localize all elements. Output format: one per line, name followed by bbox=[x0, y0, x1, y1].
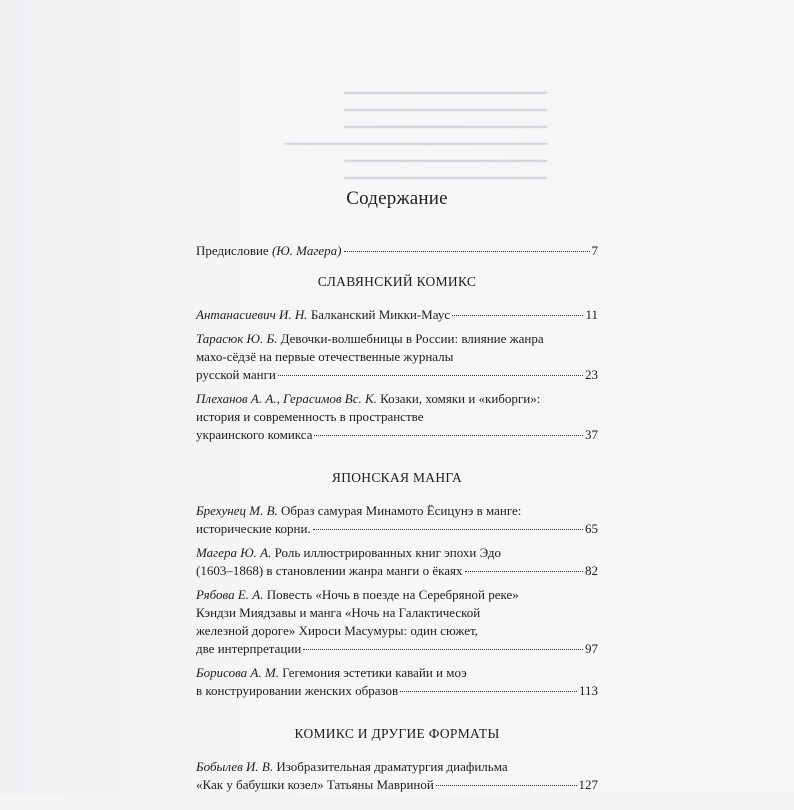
page-number: 7 bbox=[591, 243, 598, 258]
dot-leader bbox=[303, 649, 583, 650]
toc-section bbox=[196, 274, 598, 460]
table-of-contents bbox=[196, 178, 598, 810]
entry-author: Борисова А. М. bbox=[196, 665, 279, 680]
entry-line bbox=[196, 758, 598, 776]
entry-text bbox=[196, 682, 398, 700]
entry-line bbox=[196, 664, 598, 682]
dot-leader bbox=[314, 435, 583, 436]
preface-author: (Ю. Магера) bbox=[271, 243, 342, 258]
entry-title-line: украинского комикса bbox=[196, 427, 313, 442]
dot-leader bbox=[465, 571, 584, 572]
dot-leader bbox=[344, 251, 590, 252]
entry-title-line: железной дороге» Хироси Масумуры: один сюжет, bbox=[196, 623, 478, 638]
entry-title-line: Образ самурая Минамото Ёсицунэ в манге: bbox=[277, 503, 522, 518]
entry-line bbox=[196, 348, 598, 366]
entry-text bbox=[196, 776, 434, 794]
page-number: 11 bbox=[585, 307, 598, 322]
entry-text bbox=[196, 409, 423, 424]
entry-title-line: Козаки, хомяки и «киборги»: bbox=[376, 391, 541, 406]
preface-title: Предисловие bbox=[196, 243, 272, 258]
entry-author: Тарасюк Ю. Б. bbox=[196, 331, 278, 346]
entry-line bbox=[196, 586, 598, 604]
entry-text bbox=[196, 545, 501, 560]
toc-section bbox=[196, 470, 598, 716]
entry-text bbox=[196, 520, 311, 538]
entry-title-line: Гегемония эстетики кавайи и моэ bbox=[278, 665, 467, 680]
dot-leader bbox=[278, 375, 583, 376]
toc-entry bbox=[196, 586, 598, 658]
toc-section bbox=[196, 726, 598, 810]
entry-line bbox=[196, 622, 598, 640]
toc-entry-preface bbox=[196, 242, 598, 260]
section-spacer bbox=[196, 450, 598, 460]
entry-title-line: в конструировании женских образов bbox=[196, 683, 399, 698]
entry-title-line: махо-сёдзё на первые отечественные журналы bbox=[196, 349, 454, 364]
entry-title-line: история и современность в пространстве bbox=[196, 409, 424, 424]
dot-leader bbox=[313, 529, 583, 530]
section-heading: СЛАВЯНСКИЙ КОМИКС bbox=[317, 274, 477, 289]
entry-text bbox=[196, 503, 521, 518]
toc-entry bbox=[196, 502, 598, 538]
dot-leader bbox=[400, 691, 577, 692]
entry-last-line bbox=[196, 520, 598, 538]
entry-line bbox=[196, 502, 598, 520]
entry-text bbox=[196, 366, 276, 384]
entry-text bbox=[196, 759, 508, 774]
toc-title: Содержание bbox=[346, 188, 448, 209]
entry-line bbox=[196, 604, 598, 622]
entry-last-line bbox=[196, 366, 598, 384]
entry-last-line bbox=[196, 640, 598, 658]
entry-title-line: Балканский Микки-Маус bbox=[307, 307, 451, 322]
toc-entry bbox=[196, 758, 598, 794]
entry-title-line: Девочки-волшебницы в России: влияние жанра bbox=[277, 331, 544, 346]
entry-text bbox=[196, 587, 519, 602]
page-number: 23 bbox=[585, 367, 598, 382]
entry-text bbox=[196, 623, 478, 638]
entry-text bbox=[196, 331, 544, 346]
page-number: 113 bbox=[578, 683, 598, 698]
entry-author: Брехунец М. В. bbox=[196, 503, 278, 518]
entry-text bbox=[196, 605, 480, 620]
section-spacer bbox=[196, 800, 598, 810]
entry-text bbox=[196, 562, 463, 580]
entry-author: Рябова Е. А. bbox=[196, 587, 264, 602]
page-number: 127 bbox=[578, 777, 598, 792]
entry-last-line bbox=[196, 776, 598, 794]
entry-title-line: Роль иллюстрированных книг эпохи Эдо bbox=[271, 545, 501, 560]
entry-text bbox=[196, 349, 453, 364]
section-heading: ЯПОНСКАЯ МАНГА bbox=[331, 470, 463, 485]
entry-line bbox=[196, 390, 598, 408]
entry-last-line bbox=[196, 426, 598, 444]
section-spacer bbox=[196, 706, 598, 716]
page-number: 82 bbox=[585, 563, 598, 578]
entry-title-line: Изобразительная драматургия диафильма bbox=[273, 759, 508, 774]
toc-sections bbox=[196, 274, 598, 810]
entry-last-line bbox=[196, 682, 598, 700]
entry-line bbox=[196, 544, 598, 562]
entry-text bbox=[196, 306, 450, 324]
entry-author: Магера Ю. А. bbox=[196, 545, 272, 560]
page-number: 37 bbox=[585, 427, 598, 442]
entry-text bbox=[196, 426, 312, 444]
entry-text bbox=[196, 640, 301, 658]
entry-author: Плеханов А. А., Герасимов Вс. К. bbox=[196, 391, 377, 406]
entry-title-line: Кэндзи Миядзавы и манга «Ночь на Галактической bbox=[196, 605, 481, 620]
entry-author: Антанасиевич И. Н. bbox=[196, 307, 308, 322]
page-number: 97 bbox=[585, 641, 598, 656]
section-heading: КОМИКС И ДРУГИЕ ФОРМАТЫ bbox=[294, 726, 500, 741]
entry-line bbox=[196, 408, 598, 426]
toc-entry bbox=[196, 330, 598, 384]
entry-last-line bbox=[196, 306, 598, 324]
toc-entry bbox=[196, 390, 598, 444]
entry-title-line: Повесть «Ночь в поезде на Серебряной реке» bbox=[263, 587, 519, 602]
toc-entry bbox=[196, 664, 598, 700]
page-number: 65 bbox=[585, 521, 598, 536]
entry-text bbox=[196, 665, 467, 680]
entry-line bbox=[196, 330, 598, 348]
toc-entry bbox=[196, 306, 598, 324]
entry-last-line bbox=[196, 562, 598, 580]
entry-author: Бобылев И. В. bbox=[196, 759, 274, 774]
entry-title-line: русской манги bbox=[196, 367, 276, 382]
dot-leader bbox=[436, 785, 577, 786]
entry-title-line: (1603–1868) в становлении жанра манги о ёкаях bbox=[196, 563, 463, 578]
toc-entry bbox=[196, 544, 598, 580]
show-through-text: ▁▁▁▁▁▁▁▁▁▁▁▁▁▁▁▁▁▁▁▁▁▁▁▁ ▁▁▁▁▁▁▁▁▁▁▁▁▁▁▁▁▁▁▁▁▁▁▁▁ ▁▁▁▁▁▁▁▁▁▁▁▁▁▁▁▁▁▁▁▁▁▁▁▁ ▁▁▁▁▁▁▁▁▁▁▁▁▁▁▁▁▁▁▁▁▁▁▁▁▁▁▁▁▁▁▁ ▁▁▁▁▁▁▁▁▁▁▁▁▁▁▁▁▁▁▁▁▁▁▁▁ ▁▁▁▁▁▁▁▁▁▁▁▁▁▁▁▁▁▁▁▁▁▁▁▁ bbox=[285, 82, 548, 179]
entry-title-line: две интерпретации bbox=[196, 641, 302, 656]
entry-title-line: исторические корни. bbox=[196, 521, 311, 536]
dot-leader bbox=[452, 315, 583, 316]
entry-text bbox=[196, 391, 540, 406]
entry-title-line: «Как у бабушки козел» Татьяны Мавриной bbox=[196, 777, 434, 792]
